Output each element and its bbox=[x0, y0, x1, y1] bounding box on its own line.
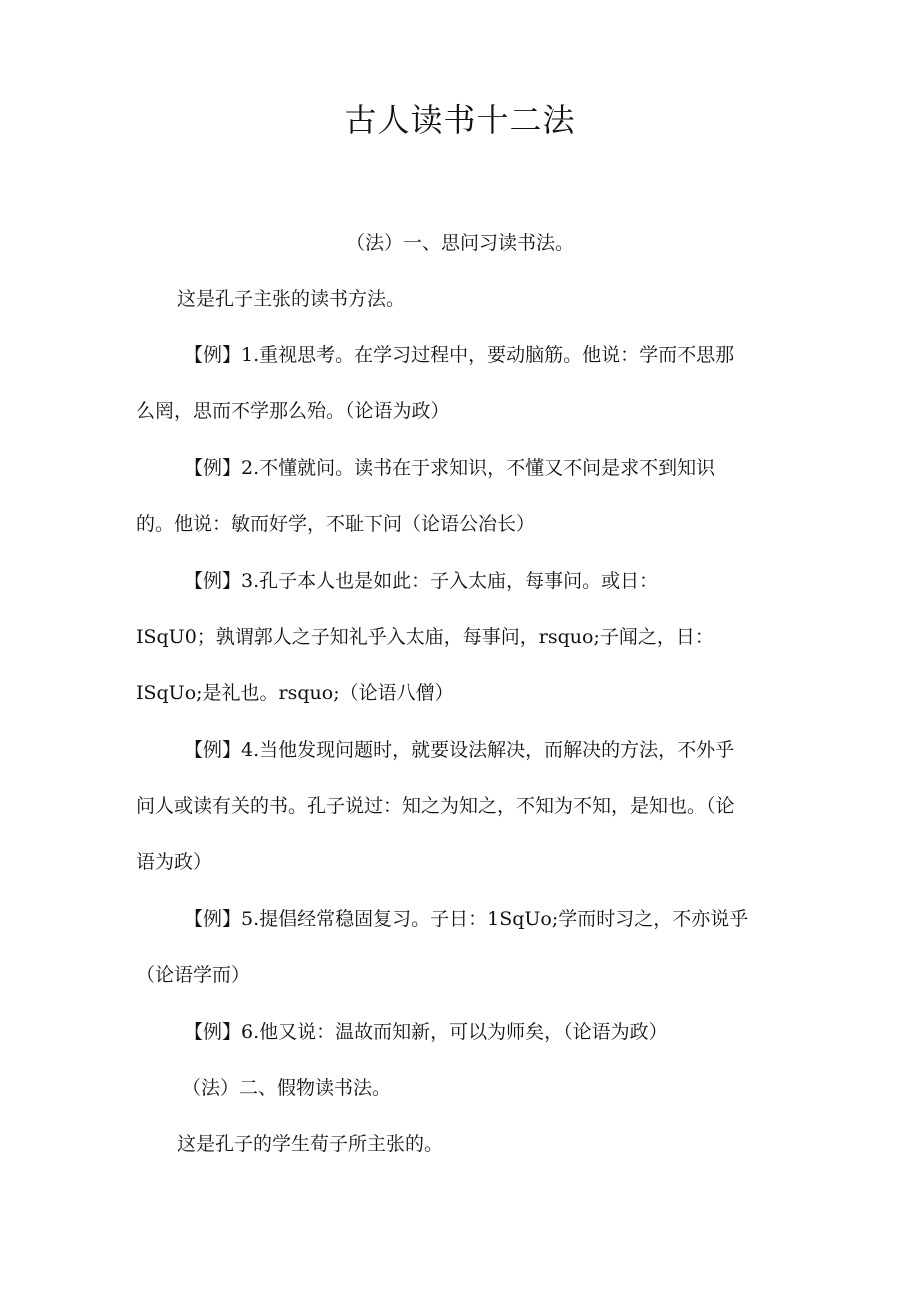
intro-paragraph-2: 这是孔子的学生荀子所主张的。 bbox=[177, 1133, 444, 1155]
example-1-line-1: 【例】1.重视思考。在学习过程中，要动脑筋。他说：学而不思那 bbox=[184, 344, 735, 366]
example-4-line-2: 问人或读有关的书。孔子说过：知之为知之，不知为不知，是知也。（论 bbox=[136, 795, 735, 817]
example-4-line-3: 语为政） bbox=[136, 851, 213, 873]
document-title: 古人读书十二法 bbox=[344, 101, 576, 139]
example-2-line-1: 【例】2.不懂就问。读书在于求知识，不懂又不问是求不到知识 bbox=[184, 457, 716, 479]
example-3-line-3: ISqUo;是礼也。rsquo;（论语八僧） bbox=[136, 682, 454, 704]
example-4-line-1: 【例】4.当他发现问题时，就要设法解决，而解决的方法，不外乎 bbox=[184, 739, 735, 761]
section-heading-1: （法）一、思问习读书法。 bbox=[345, 232, 574, 254]
example-3-line-2: ISqU0；孰谓郭人之子知礼乎入太庙，每事问，rsquo;子闻之，日： bbox=[136, 626, 714, 648]
example-1-line-2: 么罔，思而不学那么殆。（论语为政） bbox=[136, 400, 450, 422]
example-3-line-1: 【例】3.孔子本人也是如此：子入太庙，每事问。或日： bbox=[184, 570, 659, 592]
example-2-line-2: 的。他说：敏而好学，不耻下问（论语公冶长） bbox=[136, 513, 536, 535]
example-5-line-2: （论语学而） bbox=[136, 964, 251, 986]
intro-paragraph-1: 这是孔子主张的读书方法。 bbox=[177, 288, 406, 310]
example-5-line-1: 【例】5.提倡经常稳固复习。子日：1SqUo;学而时习之，不亦说乎 bbox=[184, 908, 749, 930]
section-heading-2: （法）二、假物读书法。 bbox=[182, 1077, 392, 1099]
example-6-line-1: 【例】6.他又说：温故而知新，可以为师矣，（论语为政） bbox=[184, 1021, 668, 1043]
